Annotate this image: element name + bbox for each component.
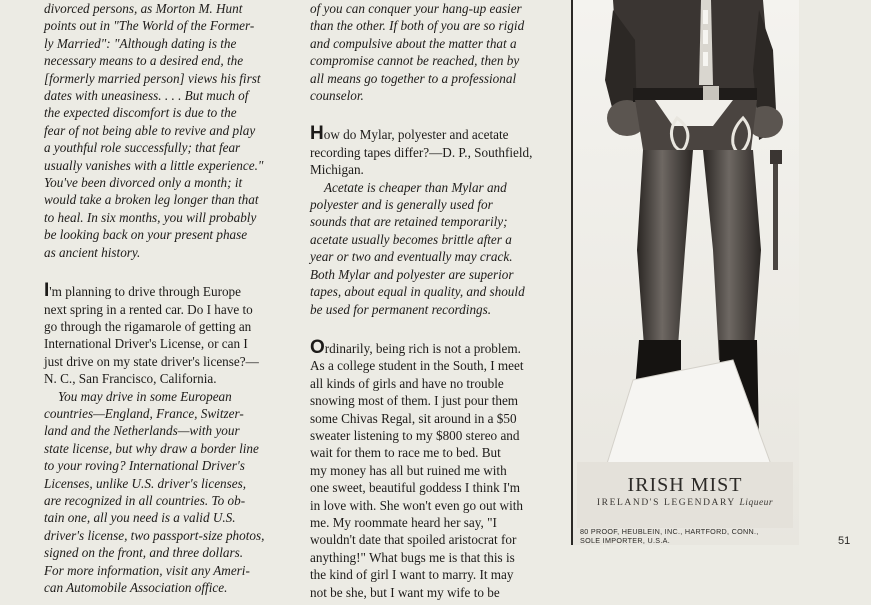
text-line: ly Married": "Although dating is the	[44, 35, 237, 51]
text-line: You may drive in some European	[58, 388, 232, 404]
text-line: N. C., San Francisco, California.	[44, 371, 217, 387]
text-line: be used for permanent recordings.	[310, 301, 492, 317]
question-europe-driving	[44, 280, 292, 387]
text-line: Michigan.	[310, 162, 364, 178]
text-line: in love with. She won't even go out with	[310, 497, 523, 513]
text-line: For more information, visit any Ameri-	[44, 562, 250, 578]
text-line: to heal. In six months, you will probably	[44, 209, 257, 225]
text-line: wait for them to race me to bed. But	[310, 445, 501, 461]
text-line: You've been divorced only a month; it	[44, 175, 243, 191]
question-rich-student	[310, 336, 560, 601]
text-line: be looking back on your present phase	[44, 227, 248, 243]
text-line: some Chivas Regal, sit around in a $50	[310, 410, 517, 426]
text-line: necessary means to a desired end, the	[44, 53, 244, 69]
text-line: Licenses, unlike U.S. driver's licenses,	[44, 475, 247, 491]
text-line: compromise cannot be reached, then by	[310, 53, 520, 69]
text-line: just drive on my state driver's license?—	[44, 353, 259, 369]
text-line: International Driver's License, or can I	[44, 336, 248, 352]
text-line: Both Mylar and polyester are superior	[310, 266, 514, 282]
answer-europe-driving	[44, 388, 292, 597]
answer-recording-tapes	[310, 179, 560, 318]
article-column-middle	[310, 0, 560, 601]
text-line: state license, but why draw a border line	[44, 440, 259, 456]
text-line: ow do Mylar, polyester and acetate	[323, 127, 509, 143]
text-line: As a college student in the South, I meet	[310, 358, 524, 374]
text-line: land and the Netherlands—with your	[44, 423, 240, 439]
text-line: recording tapes differ?—D. P., Southfield,	[310, 144, 533, 160]
text-line: can Automobile Association office.	[44, 580, 228, 595]
text-line: acetate usually becomes brittle after a	[310, 231, 512, 247]
text-line: points out in "The World of the Former-	[44, 18, 255, 34]
text-line: anything!" What bugs me is that this is	[310, 549, 515, 565]
text-line: tapes, about equal in quality, and should	[310, 284, 525, 300]
text-line: rdinarily, being rich is not a problem.	[324, 340, 521, 356]
text-line: divorced persons, as Morton M. Hunt	[44, 1, 243, 16]
text-line: wouldn't date that spoiled aristocrat for	[310, 532, 517, 548]
ad-fine-print: 80 PROOF, HEUBLEIN, INC., HARTFORD, CONN., SOLE IMPORTER, U.S.A.	[580, 527, 759, 545]
drop-cap: I	[44, 280, 50, 302]
text-line: 'm planning to drive through Europe	[49, 284, 242, 300]
text-line: me. My roommate heard her say, "I	[310, 514, 497, 530]
text-line: Acetate is cheaper than Mylar and	[324, 179, 507, 195]
brand-logo: IRISH MIST	[627, 474, 743, 496]
question-recording-tapes	[310, 123, 560, 178]
text-line: all kinds of girls and have no trouble	[310, 375, 504, 391]
text-line: my money has all but ruined me with	[310, 462, 507, 478]
text-line: [formerly married person] views his first	[44, 70, 261, 86]
text-line: go through the rigamarole of getting an	[44, 318, 252, 334]
text-line: one sweet, beautiful goddess I think I'm	[310, 480, 521, 496]
text-line: the kind of girl I want to marry. It may	[310, 567, 514, 583]
text-line: are recognized in all countries. To ob-	[44, 492, 246, 508]
text-line: signed on the front, and three dollars.	[44, 545, 244, 561]
text-line: as ancient history.	[44, 244, 141, 260]
text-line: year or two and eventually may crack.	[310, 249, 513, 265]
text-line: would take a broken leg longer than that	[44, 192, 259, 208]
decanter-figure-illustration	[573, 0, 799, 545]
continued-answer	[44, 0, 292, 261]
text-line: countries—England, France, Switzer-	[44, 405, 244, 421]
irish-mist-advertisement	[571, 0, 799, 545]
text-line: and compulsive about the matter that a	[310, 35, 517, 51]
brand-tagline: IRELAND'S LEGENDARY Liqueur	[596, 498, 774, 508]
text-line: the expected discomfort is due to the	[44, 105, 237, 121]
text-line: not be she, but I want my wife to be	[310, 584, 500, 600]
continued-answer	[310, 0, 560, 104]
text-line: polyester and is generally used for	[310, 197, 493, 213]
article-column-left	[44, 0, 292, 596]
page-number: 51	[838, 535, 851, 547]
text-line: sweater listening to my $800 stereo and	[310, 427, 520, 443]
text-line: next spring in a rented car. Do I have to	[44, 301, 253, 317]
text-line: all means go together to a professional	[310, 70, 517, 86]
text-line: usually vanishes with a little experience."	[44, 157, 264, 173]
text-line: dates with uneasiness. . . . But much of	[44, 88, 249, 104]
drop-cap: H	[310, 123, 324, 145]
text-line: than the other. If both of you are so rigid	[310, 18, 525, 34]
text-line: sounds that are retained temporarily;	[310, 214, 508, 230]
text-line: tain one, all you need is a valid U.S.	[44, 510, 236, 526]
text-line: counselor.	[310, 88, 364, 104]
text-line: snowing most of them. I just pour them	[310, 393, 519, 409]
text-line: fear of not being able to revive and play	[44, 122, 256, 138]
text-line: driver's license, two passport-size photos,	[44, 527, 265, 543]
text-line: a youthful role successfully; that fear	[44, 140, 241, 156]
drop-cap: O	[310, 336, 325, 358]
text-line: to your roving? International Driver's	[44, 458, 245, 474]
text-line: of you can conquer your hang-up easier	[310, 1, 522, 16]
